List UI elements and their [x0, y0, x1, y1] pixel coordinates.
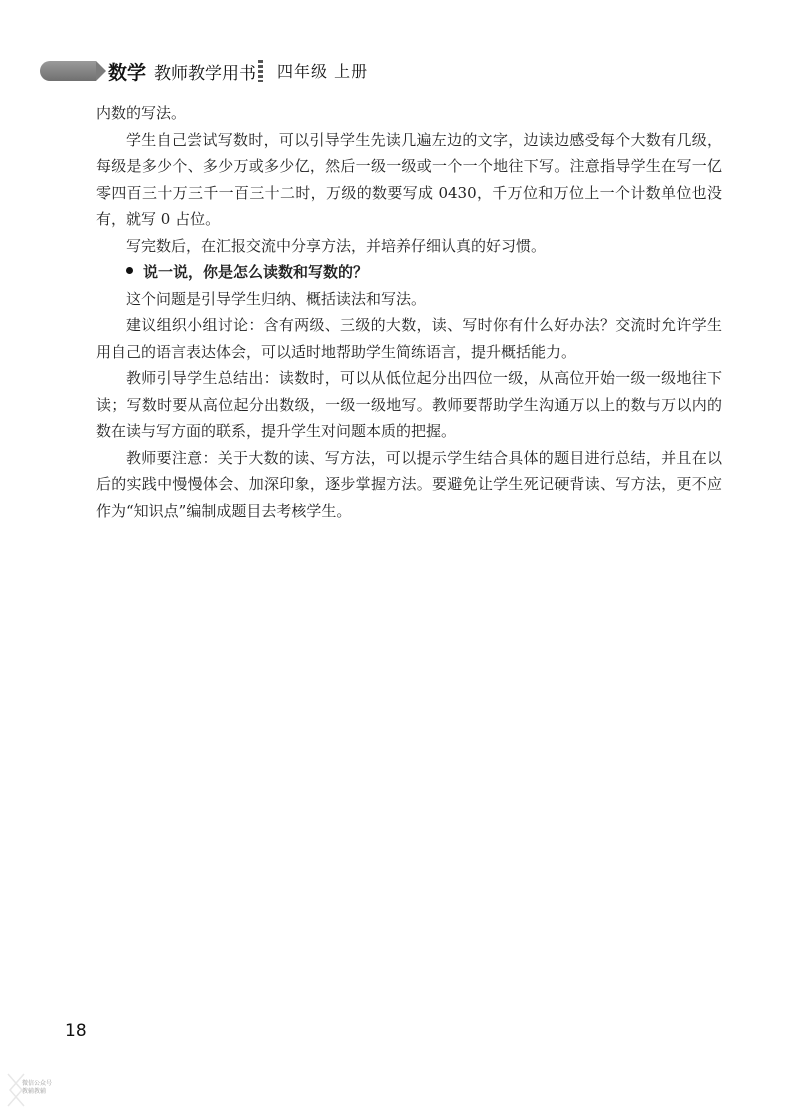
- header-book-title: 教师教学用书: [154, 64, 256, 84]
- page-header: [0, 55, 800, 89]
- watermark-line: 微信公众号: [22, 1080, 53, 1087]
- bullet-heading: [96, 259, 722, 286]
- paragraph: 建议组织小组讨论：含有两级、三级的大数，读、写时你有什么好办法？交流时允许学生用自己的语言表达体会，可以适时地帮助学生简练语言，提升概括能力。: [96, 316, 722, 361]
- paragraph: 这个问题是引导学生归纳、概括读法和写法。: [126, 289, 427, 308]
- header-subject: 数学: [108, 62, 147, 84]
- header-separator: [258, 60, 263, 82]
- paragraph: 教师要注意：关于大数的读、写方法，可以提示学生结合具体的题目进行总结，并且在以后的实践中慢慢体会、加深印象，逐步掌握方法。要避免让学生死记硬背读、写方法，更不应作为“知识点”编制成题目去考核学生。: [96, 448, 722, 520]
- header-decoration-bar: [40, 61, 96, 81]
- bullet-dot-icon: [126, 267, 133, 274]
- paragraph: 写完数后，在汇报交流中分享方法，并培养仔细认真的好习惯。: [126, 236, 547, 255]
- watermark-line: 教辅教辅: [22, 1088, 47, 1095]
- watermark-text: [22, 1080, 82, 1096]
- paragraph: 教师引导学生总结出：读数时，可以从低位起分出四位一级，从高位开始一级一级地往下读；写数时要从高位起分出数级，一级一级地写。教师要帮助学生沟通万以上的数与万以内的数在读与写方面的联系，提升学生对问题本质的把握。: [96, 369, 722, 440]
- paragraph: 学生自己尝试写数时，可以引导学生先读几遍左边的文字，边读边感受每个大数有几级，每级是多少个、多少万或多少亿，然后一级一级或一个一个地往下写。注意指导学生在写一亿零四百三十万三千一百三十二时，万级的数要写成 0430，千万位和万位上一个计数单位也没有，就写 0 占位。: [96, 130, 722, 228]
- main-content: [96, 100, 722, 524]
- bullet-heading-text: 说一说，你是怎么读数和写数的？: [143, 263, 369, 281]
- header-grade: 四年级 上册: [277, 62, 369, 81]
- page-number: 18: [65, 1021, 87, 1041]
- paragraph: 内数的写法。: [96, 104, 187, 122]
